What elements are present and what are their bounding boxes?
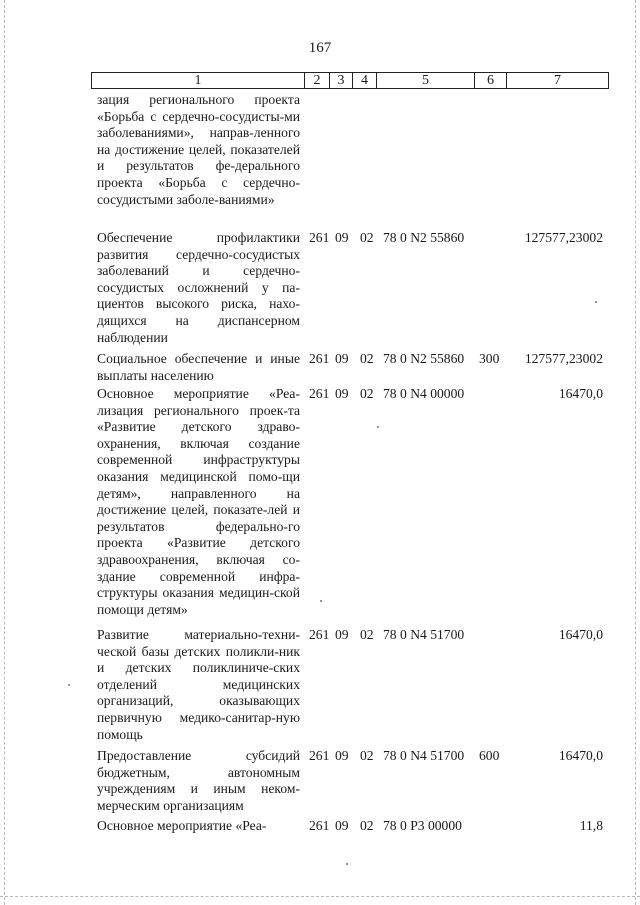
row-col-4: 02	[360, 386, 374, 401]
row-col-5: 78 0 P3 00000	[383, 818, 462, 833]
scan-speck	[595, 301, 597, 303]
column-header-6: 6	[475, 73, 507, 89]
row-col-3: 09	[335, 748, 349, 763]
row-col-2: 261	[309, 230, 330, 245]
column-header-3: 3	[330, 73, 353, 89]
scan-speck	[346, 863, 348, 865]
row-description: Основное мероприятие «Реа-	[97, 818, 267, 833]
row-col-3: 09	[335, 627, 349, 642]
row-col-7: 127577,23002	[524, 230, 603, 245]
column-header-4: 4	[353, 73, 377, 89]
row-description: Развитие материально-техни-ческой базы детских поликли-ник и детских поликлиниче-ских отделений медицинских организаций, оказывающих первичную медико-санитар-ную помощь	[97, 627, 300, 742]
row-col-6: 300	[479, 351, 500, 366]
column-header-7: 7	[507, 73, 609, 89]
row-col-6: 600	[479, 748, 500, 763]
row-col-4: 02	[360, 351, 374, 366]
row-col-7: 127577,23002	[524, 351, 603, 366]
row-col-2: 261	[309, 386, 330, 401]
row-col-5: 78 0 N4 51700	[383, 627, 465, 642]
row-col-7: 16470,0	[558, 627, 603, 642]
scan-border-right	[635, 0, 636, 905]
page-number: 167	[308, 40, 332, 56]
row-description: зация регионального проекта «Борьба с сердечно-сосудисты-ми заболеваниями», направ-ленного на достижение целей, показателей и результатов фе-дерального проекта «Борьба с сердечно-сосудистыми заболе-ваниями»	[97, 92, 300, 207]
column-header-1: 1	[92, 73, 305, 89]
row-col-4: 02	[360, 748, 374, 763]
row-description: Предоставление субсидий бюджетным, автономным учреждениям и иным неком-мерческим организациям	[97, 748, 300, 813]
column-header-row	[92, 73, 609, 89]
row-col-5: 78 0 N4 00000	[383, 386, 465, 401]
row-col-4: 02	[360, 230, 374, 245]
row-col-2: 261	[309, 627, 330, 642]
row-col-2: 261	[309, 748, 330, 763]
row-col-7: 16470,0	[558, 748, 603, 763]
column-header-2: 2	[305, 73, 330, 89]
row-col-7: 16470,0	[558, 386, 603, 401]
scan-border-left	[4, 0, 5, 905]
row-description: Обеспечение профилактики развития сердечно-сосудистых заболеваний и сердечно-сосудистых осложнений у па-циентов высокого риска, нахо-дящихся на диспансерном наблюдении	[97, 230, 300, 345]
scan-speck	[320, 600, 322, 602]
row-col-4: 02	[360, 627, 374, 642]
column-header-5: 5	[377, 73, 475, 89]
row-description: Социальное обеспечение и иные выплаты населению	[97, 351, 300, 383]
row-col-3: 09	[335, 386, 349, 401]
row-description: Основное мероприятие «Реа-лизация регионального проек-та «Развитие детского здраво-охранения, включая создание современной инфраструктуры оказания медицинской помо-щи детям», направленного на достижение целей, показате-лей и результатов федерально-го проекта «Развитие детского здравоохранения, включая со-здание современной инфра-структуры оказания медицин-ской помощи детям»	[97, 386, 300, 617]
row-col-5: 78 0 N2 55860	[383, 351, 465, 366]
row-col-7: 11,8	[579, 818, 603, 833]
scan-speck	[377, 426, 379, 428]
row-col-2: 261	[309, 351, 330, 366]
row-col-5: 78 0 N4 51700	[383, 748, 465, 763]
row-col-3: 09	[335, 351, 349, 366]
row-col-5: 78 0 N2 55860	[383, 230, 465, 245]
row-col-4: 02	[360, 818, 374, 833]
row-col-3: 09	[335, 230, 349, 245]
column-header-table	[91, 72, 609, 89]
row-col-2: 261	[309, 818, 330, 833]
scan-border-bottom	[0, 896, 640, 897]
row-col-3: 09	[335, 818, 349, 833]
scan-speck	[68, 684, 70, 686]
